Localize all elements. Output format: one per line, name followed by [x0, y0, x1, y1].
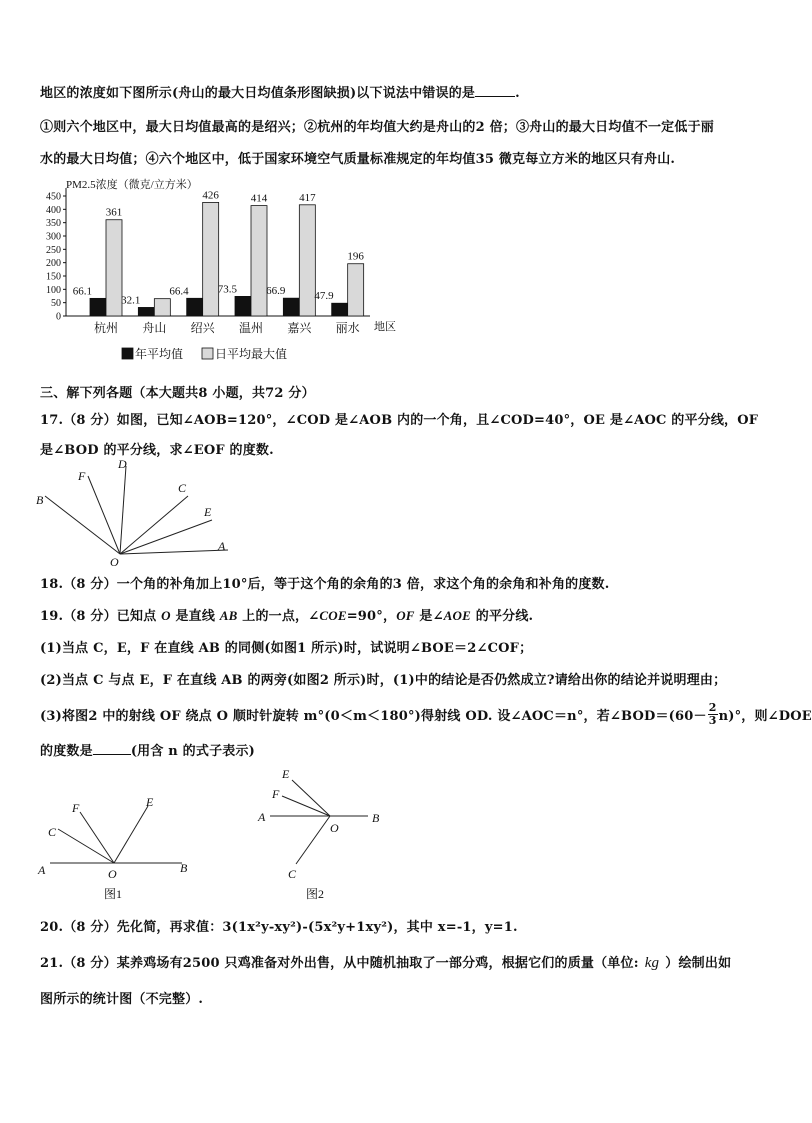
data-label: 73.5 — [217, 283, 237, 296]
q19-part-3-cont: 的度数是 (用含 n 的式子表示) — [40, 744, 256, 759]
label-b: B — [36, 493, 44, 507]
q17-line-2: 是∠BOD 的平分线，求∠EOF 的度数. — [40, 443, 274, 458]
fig2-label-b: B — [372, 811, 380, 825]
legend-label: 日平均最大值 — [215, 347, 288, 361]
bar-annual — [187, 298, 203, 316]
y-tick-label: 200 — [46, 258, 61, 270]
fig1-label-f: F — [72, 801, 80, 815]
ray-oc — [58, 829, 114, 863]
q19-figure-1 — [34, 774, 214, 904]
ray-oe — [292, 780, 330, 816]
q19-part-3: (3)将图2 中的射线 OF 绕点 O 顺时针旋转 m°(0＜m＜180°)得射线 OD. 设∠AOC＝n°，若∠BOD＝(60－ $\frac{2}{3}$ n)°，则∠DOE — [40, 701, 812, 727]
y-tick-label: 0 — [56, 311, 61, 323]
bar-annual — [235, 296, 251, 316]
bar-daily-max — [203, 202, 219, 316]
ray-of — [80, 812, 114, 863]
ray-oc — [296, 816, 330, 864]
q18-line: 18.（8 分）一个角的补角加上10°后，等于这个角的余角的3 倍，求这个角的余角和补角的度数. — [40, 577, 610, 592]
fig2-label-c: C — [288, 867, 297, 881]
q19-line-1: 19.（8 分）已知点 O 是直线 AB 上的一点，∠COE=90°，OF 是∠AOE 的平分线. — [40, 608, 534, 624]
bar-annual — [138, 307, 154, 316]
bar-daily-max — [154, 299, 170, 316]
fig2-label-o: O — [330, 821, 339, 835]
y-tick-label: 350 — [46, 218, 61, 230]
x-axis-title: 地区 — [374, 321, 396, 333]
legend-label: 年平均值 — [135, 347, 184, 361]
ray-of — [88, 476, 120, 554]
unit-kg: kg — [644, 955, 660, 971]
y-tick-label: 400 — [46, 204, 61, 216]
label-f: F — [78, 469, 86, 483]
ray-od — [120, 466, 126, 554]
ray-oc — [120, 496, 188, 554]
data-label: 417 — [299, 191, 316, 204]
y-tick-label: 450 — [46, 191, 61, 203]
label-a: A — [218, 539, 226, 553]
q17-angle-figure — [30, 457, 250, 569]
q17-line-1: 17.（8 分）如图，已知∠AOB=120°，∠COD 是∠AOB 内的一个角，且∠COD=40°，OE 是∠AOC 的平分线，OF — [40, 413, 759, 428]
bar-annual — [90, 298, 106, 316]
answer-blank-19 — [93, 744, 131, 755]
category-label: 舟山 — [142, 321, 167, 335]
legend-swatch — [202, 348, 213, 359]
data-label: 66.4 — [169, 285, 189, 298]
q19-part-1: (1)当点 C，E，F 在直线 AB 的同侧(如图1 所示)时，试说明∠BOE＝2∠COF； — [40, 641, 533, 656]
data-label: 426 — [202, 189, 219, 202]
fig2-label-a: A — [258, 810, 266, 824]
y-tick-label: 150 — [46, 271, 61, 283]
category-label: 杭州 — [93, 321, 119, 335]
bar-annual — [332, 303, 348, 316]
fig1-label-b: B — [180, 861, 188, 875]
bar-daily-max — [299, 205, 315, 316]
section-3-heading: 三、解下列各题（本大题共8 小题，共72 分） — [40, 386, 315, 401]
q21-line-1: 21.（8 分）某养鸡场有2500 只鸡准备对外出售，从中随机抽取了一部分鸡，根据它们的质量（单位: kg ）绘制出如 — [40, 955, 732, 971]
label-o: O — [110, 555, 119, 569]
fig1-label-c: C — [48, 825, 57, 839]
fig1-label-a: A — [38, 863, 46, 877]
ray-ob — [45, 496, 120, 554]
fig2-label-e: E — [282, 767, 290, 781]
data-label: 361 — [105, 206, 123, 219]
category-label: 丽水 — [335, 321, 360, 335]
data-label: 47.9 — [314, 290, 334, 303]
bar-daily-max — [106, 220, 122, 316]
data-label: 66.1 — [72, 285, 92, 298]
category-label: 嘉兴 — [287, 321, 312, 335]
q21-line-2: 图所示的统计图（不完整）. — [40, 992, 204, 1007]
data-label: 66.9 — [266, 285, 286, 298]
intro-line-3: 水的最大日均值；④六个地区中，低于国家环境空气质量标准规定的年均值35 微克每立方米的地区只有舟山. — [40, 152, 676, 167]
label-e: E — [204, 505, 212, 519]
fig1-label-o: O — [108, 867, 117, 881]
category-label: 绍兴 — [190, 321, 215, 335]
ray-oa — [120, 550, 228, 554]
y-tick-label: 50 — [51, 298, 61, 310]
category-label: 温州 — [238, 321, 264, 335]
fig1-caption: 图1 — [104, 887, 123, 901]
bar-daily-max — [348, 264, 364, 316]
label-c: C — [178, 481, 187, 495]
label-d: D — [118, 457, 127, 471]
q20-line: 20.（8 分）先化简，再求值：3(1x²y-xy²)-(5x²y+1xy²)，其中 x=-1，y=1. — [40, 920, 518, 935]
bar-annual — [283, 298, 299, 316]
ray-of — [282, 796, 330, 816]
answer-blank — [475, 86, 515, 97]
y-axis-title: PM2.5浓度（微克/立方米） — [66, 179, 198, 191]
data-label: 196 — [347, 250, 364, 263]
fig1-label-e: E — [146, 795, 154, 809]
y-tick-label: 100 — [46, 284, 61, 296]
ray-oe — [114, 806, 148, 863]
fig2-caption: 图2 — [306, 887, 325, 901]
y-tick-label: 300 — [46, 231, 61, 243]
data-label: 414 — [250, 192, 268, 205]
legend-swatch — [122, 348, 133, 359]
ray-oe — [120, 520, 212, 554]
intro-line-2: ①则六个地区中，最大日均值最高的是绍兴；②杭州的年均值大约是舟山的2 倍；③舟山的最大日均值不一定低于丽 — [40, 120, 714, 135]
fig2-label-f: F — [272, 787, 280, 801]
bar-daily-max — [251, 206, 267, 316]
fraction-two-thirds: $\frac{2}{3}$ — [708, 701, 717, 727]
intro-line-1: 地区的浓度如下图所示(舟山的最大日均值条形图缺损)以下说法中错误的是 . — [40, 86, 520, 101]
y-tick-label: 250 — [46, 244, 61, 256]
q19-figure-2 — [250, 764, 410, 899]
intro-text-1: 地区的浓度如下图所示(舟山的最大日均值条形图缺损)以下说法中错误的是 — [40, 86, 476, 101]
data-label: 32.1 — [121, 294, 141, 307]
pm25-bar-chart — [30, 176, 396, 376]
q19-part-2: (2)当点 C 与点 E，F 在直线 AB 的两旁(如图2 所示)时，(1)中的结论是否仍然成立?请给出你的结论并说明理由； — [40, 673, 727, 688]
